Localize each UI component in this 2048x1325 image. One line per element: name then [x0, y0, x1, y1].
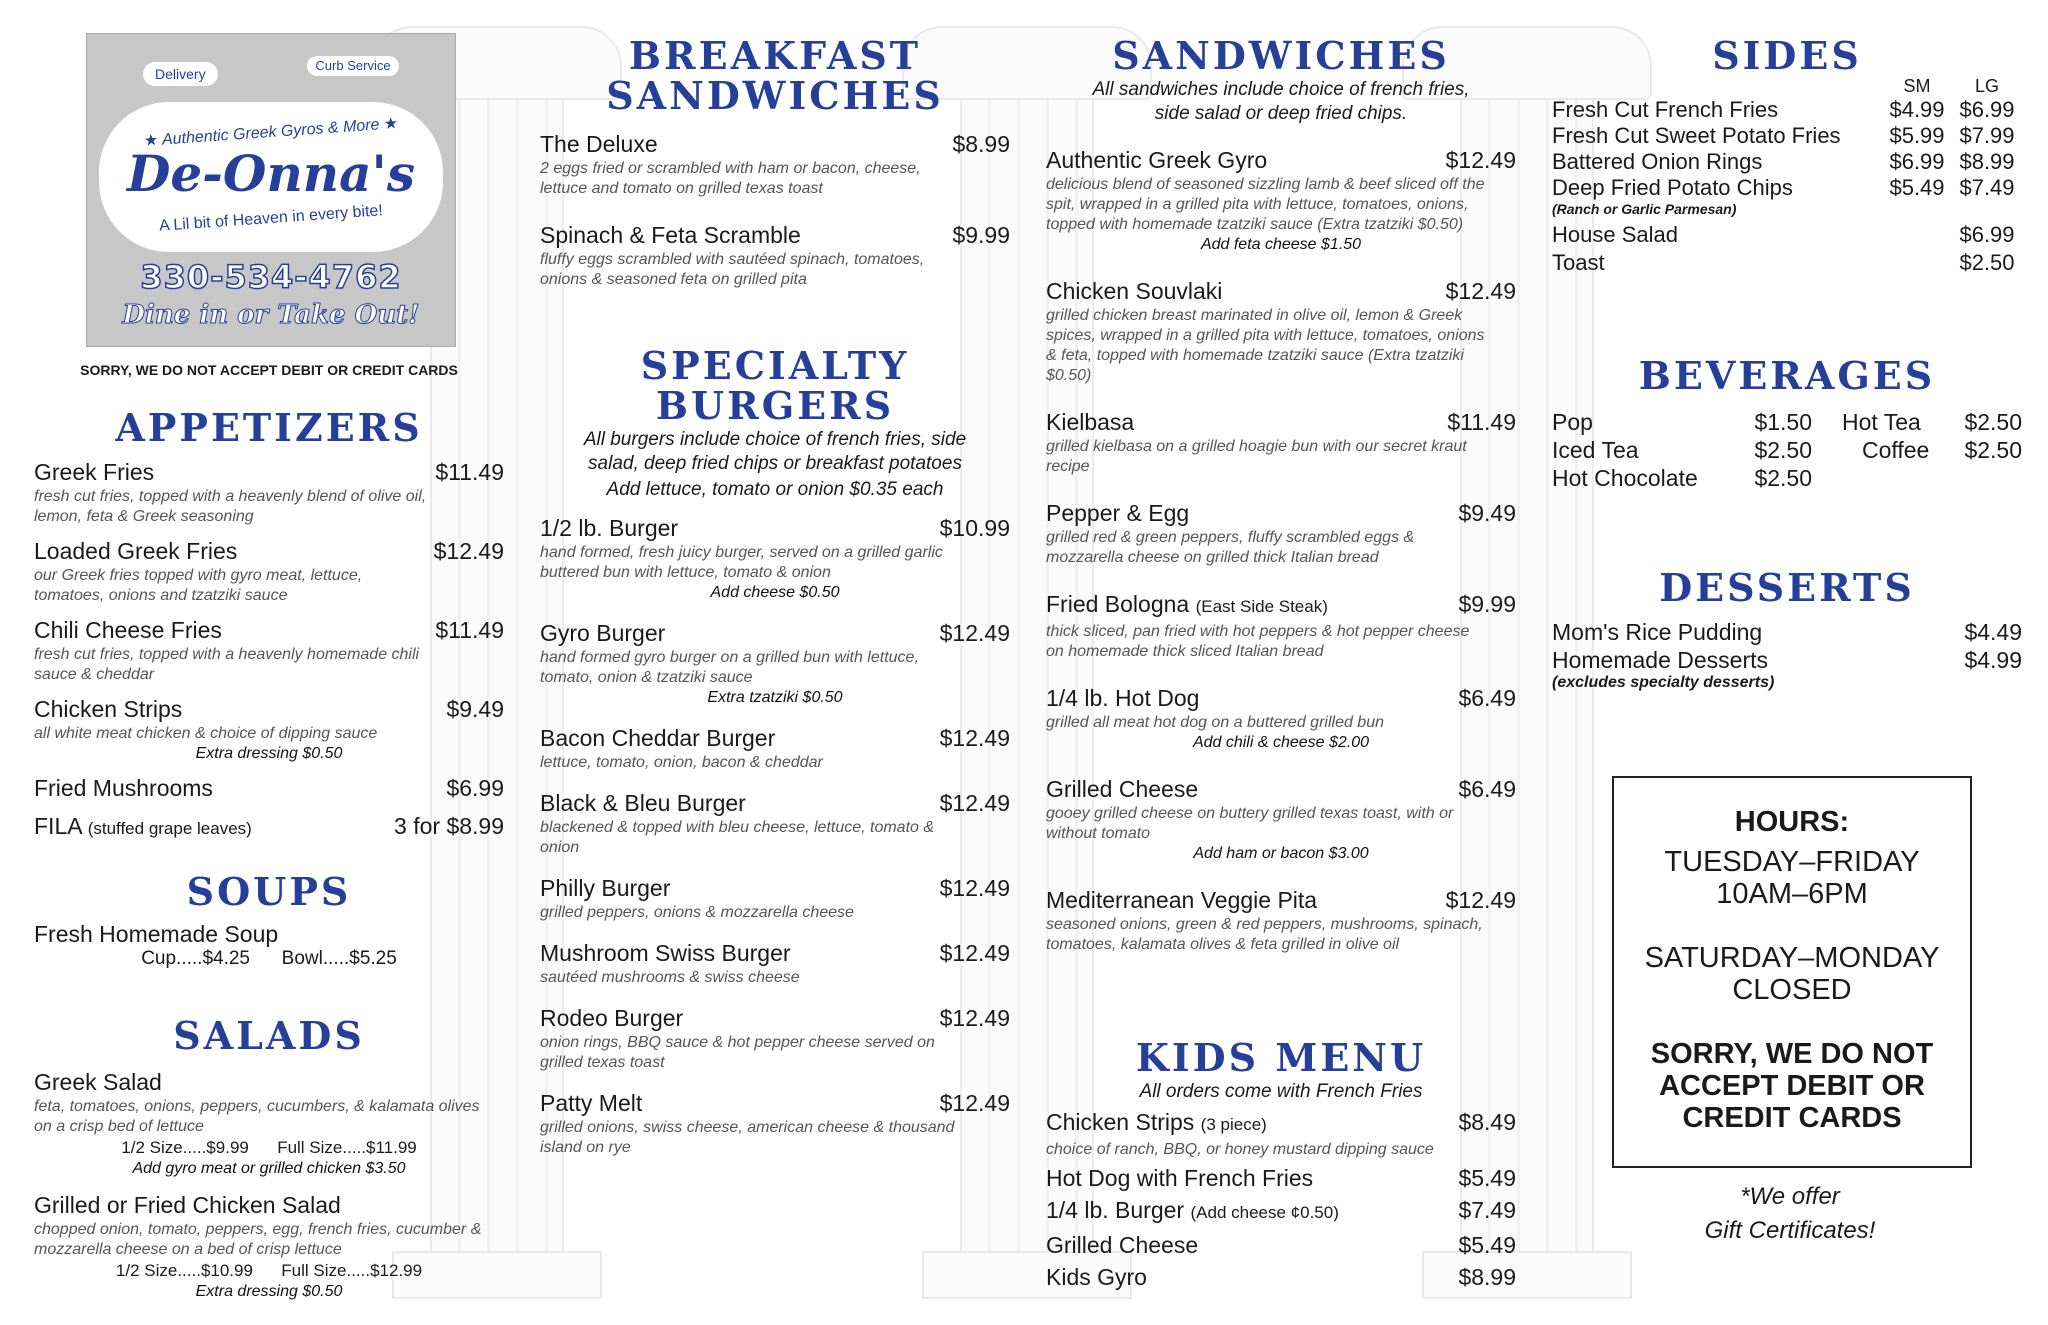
menu-item-name [1046, 1263, 1147, 1291]
menu-item-description: 2 eggs fried or scrambled with ham or bacon, cheese, lettuce and tomato on grilled texas toast [540, 160, 921, 197]
side-item [1552, 97, 2022, 123]
menu-item [540, 514, 1010, 603]
menu-item-name [1046, 499, 1189, 527]
menu-item-name-note: (3 piece) [1200, 1115, 1267, 1134]
side-name: Toast [1552, 250, 1605, 275]
side-item [1552, 175, 2022, 201]
menu-item-row [540, 1089, 1010, 1117]
menu-item-description: fresh cut fries, topped with a heavenly homemade chili sauce & cheddar [34, 646, 420, 683]
beverage-name: Hot Tea [1842, 409, 1921, 435]
desserts-section [1552, 565, 2022, 692]
hours-days-open: TUESDAY–FRIDAY [1664, 846, 1920, 878]
menu-item-name [1046, 590, 1328, 621]
menu-item-name-text: Chicken Strips [1046, 1109, 1195, 1135]
menu-item [1046, 499, 1516, 568]
menu-item-name [540, 130, 658, 158]
side-price-lg: $8.99 [1959, 149, 2015, 174]
soup-item [34, 920, 504, 948]
beverage-price: $2.50 [1754, 437, 1812, 463]
side-name: Battered Onion Rings [1552, 149, 1763, 174]
burgers-addon-note: Add lettuce, tomato or onion $0.35 each [606, 479, 944, 500]
menu-item-name [540, 221, 801, 249]
menu-item-row [1046, 775, 1516, 803]
menu-item-name [540, 514, 678, 542]
breakfast-heading-line2: SANDWICHES [606, 73, 944, 118]
side-price-lg: $7.99 [1959, 123, 2015, 148]
menu-item-description: grilled red & green peppers, fluffy scrambled eggs & mozzarella cheese on grilled thick Italian bread [1046, 529, 1415, 566]
menu-item-row [34, 537, 504, 565]
menu-item-price: $8.99 [952, 131, 1010, 157]
menu-item-price: $12.49 [939, 790, 1010, 816]
menu-item-price: $9.99 [1458, 591, 1516, 617]
menu-item [34, 458, 504, 527]
dessert-name: Mom's Rice Pudding [1552, 619, 1763, 645]
menu-item-name [540, 724, 775, 752]
menu-item-description: sautéed mushrooms & swiss cheese [540, 969, 800, 986]
side-single-item [1552, 221, 2022, 249]
dessert-item [1552, 618, 2022, 646]
menu-item-name-text: Fried Mushrooms [34, 775, 213, 801]
beverage-price: $2.50 [1964, 409, 2022, 435]
menu-item-name-text: Bacon Cheddar Burger [540, 725, 776, 751]
logo-panel [86, 33, 456, 347]
menu-item-name-text: Chili Cheese Fries [34, 617, 222, 643]
menu-item-row [540, 130, 1010, 158]
menu-item-row [1046, 1231, 1516, 1259]
menu-item-name-text: Kids Gyro [1046, 1264, 1147, 1290]
hours-label: HOURS: [1734, 806, 1850, 838]
menu-item-name-text: Authentic Greek Gyro [1046, 147, 1268, 173]
beverage-price: $1.50 [1754, 409, 1812, 435]
menu-item-description: fresh cut fries, topped with a heavenly blend of olive oil, lemon, feta & Greek seasoning [34, 488, 427, 525]
menu-item [1046, 1164, 1516, 1192]
soup-name: Fresh Homemade Soup [34, 921, 279, 947]
soups-section [34, 869, 504, 970]
menu-item-row [1046, 590, 1516, 621]
soup-sizes: Cup.....$4.25 Bowl.....$5.25 [141, 948, 397, 969]
salads-section [34, 1013, 504, 1302]
menu-item-extra: Extra dressing $0.50 [195, 745, 343, 762]
logo-tagline: ★ Authentic Greek Gyros & More ★ [143, 115, 399, 150]
menu-item-price: $12.49 [433, 538, 504, 564]
payment-notice: SORRY, WE DO NOT ACCEPT DEBIT OR CREDIT CARDS [80, 362, 458, 378]
menu-item-extra: Add gyro meat or grilled chicken $3.50 [132, 1160, 406, 1177]
menu-item-name [34, 537, 237, 565]
menu-item-extra: Extra tzatziki $0.50 [707, 689, 843, 706]
menu-item-name-text: Kielbasa [1046, 409, 1135, 435]
menu-item-sizes: 1/2 Size.....$9.99 Full Size.....$11.99 [121, 1138, 417, 1157]
menu-item-name-text: 1/2 lb. Burger [540, 515, 679, 541]
menu-item-price: $12.49 [939, 725, 1010, 751]
sides-col-lg: LG [1974, 76, 1999, 96]
breakfast-heading-line1: BREAKFAST [628, 33, 922, 78]
curb-service-badge: Curb Service [307, 56, 399, 76]
menu-item-name [1046, 1231, 1198, 1259]
hours-closed: CLOSED [1732, 974, 1852, 1006]
menu-item-name [1046, 886, 1317, 914]
menu-item-row [540, 221, 1010, 249]
menu-item-name-text: Gyro Burger [540, 620, 666, 646]
burgers-heading: SPECIALTY BURGERS [640, 343, 910, 428]
menu-item-description: grilled onions, swiss cheese, american cheese & thousand island on rye [540, 1119, 955, 1156]
menu-item-name-text: Hot Dog with French Fries [1046, 1165, 1314, 1191]
beverage-price: $2.50 [1964, 437, 2022, 463]
menu-item-price: $12.49 [939, 1005, 1010, 1031]
menu-item [1046, 1263, 1516, 1291]
menu-item-price: $12.49 [1445, 147, 1516, 173]
menu-item-price: $11.49 [1447, 409, 1516, 435]
menu-item-name [34, 1068, 162, 1096]
menu-item-name [34, 695, 182, 723]
menu-item-row [34, 1068, 504, 1096]
beverage-item [1842, 436, 2022, 464]
menu-item-price: $11.49 [435, 459, 504, 485]
menu-item [540, 724, 1010, 773]
menu-item-description: grilled peppers, onions & mozzarella cheese [540, 904, 854, 921]
menu-item [34, 774, 504, 802]
dessert-note: (excludes specialty desserts) [1552, 674, 1775, 691]
menu-item-price: $8.49 [1458, 1109, 1516, 1135]
menu-item-row [1046, 146, 1516, 174]
menu-item-name-text: Grilled Cheese [1046, 776, 1199, 802]
beverages-grid [1552, 408, 2022, 494]
dessert-price: $4.99 [1964, 647, 2022, 673]
menu-item-name [1046, 1196, 1339, 1227]
menu-item-name-note: (Add cheese ¢0.50) [1190, 1203, 1339, 1222]
menu-item [540, 1004, 1010, 1073]
menu-item-name-text: Chicken Strips [34, 696, 183, 722]
beverage-price: $2.50 [1754, 465, 1812, 491]
side-price-sm: $4.99 [1889, 97, 1945, 122]
menu-item-name-text: Mushroom Swiss Burger [540, 940, 791, 966]
menu-item [540, 789, 1010, 858]
gift-certificates-note [1612, 1180, 1968, 1248]
menu-item-row [540, 939, 1010, 967]
menu-item [34, 537, 504, 606]
side-price: $6.99 [1959, 222, 2015, 247]
side-item [1552, 123, 2022, 149]
side-price-lg: $6.99 [1959, 97, 2015, 122]
kids-section [1046, 1035, 1516, 1291]
menu-item [34, 695, 504, 764]
menu-item-price: $6.99 [446, 775, 504, 801]
menu-item-row [34, 616, 504, 644]
logo-dine-in: Dine in or Take Out! [122, 300, 420, 330]
menu-item-row [540, 874, 1010, 902]
beverages-heading: BEVERAGES [1638, 353, 1936, 398]
menu-item-row [34, 695, 504, 723]
menu-item-name [34, 812, 252, 843]
menu-item-name [540, 1089, 642, 1117]
hours-days-closed: SATURDAY–MONDAY [1644, 942, 1940, 974]
beverages-section [1552, 353, 2022, 494]
menu-item [1046, 775, 1516, 864]
menu-item-name [1046, 1108, 1267, 1139]
menu-item-extra: Add cheese $0.50 [710, 584, 840, 601]
menu-item-price: $6.49 [1458, 685, 1516, 711]
logo-phone: 330-534-4762 [140, 258, 402, 296]
side-note: (Ranch or Garlic Parmesan) [1552, 201, 1737, 217]
side-prices [1882, 149, 2022, 175]
burgers-subtitle: All burgers include choice of french fries, side salad, deep fried chips or breakfast potatoes [583, 429, 967, 474]
menu-item-name-text: The Deluxe [540, 131, 658, 157]
side-name: Fresh Cut French Fries [1552, 97, 1779, 122]
menu-item-description: seasoned onions, green & red peppers, mushrooms, spinach, tomatoes, kalamata olives & feta grilled in olive oil [1046, 916, 1483, 953]
menu-item-row [1046, 499, 1516, 527]
menu-item [1046, 146, 1516, 255]
menu-item-price: $12.49 [1445, 278, 1516, 304]
beverage-item [1552, 436, 1812, 464]
menu-item-price: $9.49 [446, 696, 504, 722]
menu-item-description: lettuce, tomato, onion, bacon & cheddar [540, 754, 823, 771]
menu-item-row [1046, 277, 1516, 305]
menu-item-description: grilled kielbasa on a grilled hoagie bun with our secret kraut recipe [1046, 438, 1467, 475]
menu-item-name-text: Philly Burger [540, 875, 671, 901]
menu-item-price: $11.49 [435, 617, 504, 643]
menu-item-row [1046, 1263, 1516, 1291]
menu-item-row [1046, 1196, 1516, 1227]
menu-item [1046, 590, 1516, 662]
menu-item-price: $9.99 [952, 222, 1010, 248]
sandwiches-heading: SANDWICHES [1112, 33, 1450, 78]
sides-size-headers [1552, 76, 2022, 97]
beverage-name: Iced Tea [1552, 437, 1639, 463]
menu-item-name-text: Greek Salad [34, 1069, 162, 1095]
menu-item-name-text: Loaded Greek Fries [34, 538, 238, 564]
side-name: House Salad [1552, 222, 1678, 247]
menu-item-name-text: Pepper & Egg [1046, 500, 1190, 526]
menu-item-name-text: Mediterranean Veggie Pita [1046, 887, 1318, 913]
menu-item [540, 130, 1010, 199]
menu-item-name-text: Spinach & Feta Scramble [540, 222, 801, 248]
menu-item-price: $12.49 [939, 620, 1010, 646]
menu-item [34, 616, 504, 685]
menu-item-price: $9.49 [1458, 500, 1516, 526]
sandwiches-section [1046, 33, 1516, 955]
hours-box [1612, 776, 1972, 1168]
side-item [1552, 149, 2022, 175]
menu-item-name-text: Grilled or Fried Chicken Salad [34, 1192, 341, 1218]
burgers-section [540, 343, 1010, 1158]
menu-item-name [1046, 775, 1198, 803]
beverage-name: Hot Chocolate [1552, 465, 1698, 491]
beverage-name: Pop [1552, 409, 1593, 435]
sides-col-sm: SM [1903, 76, 1931, 96]
dessert-item [1552, 646, 2022, 674]
menu-item [540, 1089, 1010, 1158]
side-prices [1882, 175, 2022, 201]
logo-slogan: A Lil bit of Heaven in every bite! [158, 202, 384, 235]
menu-item-name-note: (stuffed grape leaves) [87, 819, 252, 838]
menu-item-row [34, 1191, 504, 1219]
menu-item-price: $5.49 [1458, 1232, 1516, 1258]
menu-item-name [540, 874, 670, 902]
side-prices [1882, 97, 2022, 123]
menu-item-name [1046, 1164, 1313, 1192]
side-price-sm: $5.99 [1889, 123, 1945, 148]
menu-item-description: hand formed gyro burger on a grilled bun with lettuce, tomato, onion & tzatziki sauce [540, 649, 919, 686]
menu-item-name-text: Fried Bologna [1046, 591, 1190, 617]
menu-item-row [1046, 886, 1516, 914]
menu-item-price: $10.99 [939, 515, 1010, 541]
dessert-price: $4.49 [1964, 619, 2022, 645]
menu-item-name-text: Chicken Souvlaki [1046, 278, 1223, 304]
sides-heading: SIDES [1712, 33, 1862, 78]
hours-time: 10AM–6PM [1716, 878, 1868, 910]
menu-item-name [540, 1004, 683, 1032]
menu-item-price: $12.49 [1445, 887, 1516, 913]
menu-item-price: $6.49 [1458, 776, 1516, 802]
dessert-name: Homemade Desserts [1552, 647, 1769, 673]
menu-item-description: thick sliced, pan fried with hot peppers & hot pepper cheese on homemade thick sliced Italian bread [1046, 623, 1470, 660]
menu-item-price: $12.49 [939, 875, 1010, 901]
beverage-item [1552, 464, 1812, 492]
menu-item [1046, 1108, 1516, 1160]
menu-item-name-text: Greek Fries [34, 459, 155, 485]
side-name: Fresh Cut Sweet Potato Fries [1552, 123, 1841, 148]
menu-item-name [1046, 408, 1134, 436]
menu-item-name [34, 1191, 341, 1219]
appetizers-section [34, 405, 504, 843]
menu-item-name [34, 774, 213, 802]
menu-item-name [1046, 277, 1222, 305]
gift-line-1: *We offer [1740, 1183, 1840, 1210]
beverage-item [1552, 408, 1812, 436]
menu-item-description: onion rings, BBQ sauce & hot pepper cheese served on grilled texas toast [540, 1034, 935, 1071]
menu-item-name-text: 1/4 lb. Burger [1046, 1197, 1185, 1223]
menu-item-name [34, 458, 154, 486]
menu-item-name [1046, 146, 1267, 174]
menu-item-name-text: Rodeo Burger [540, 1005, 684, 1031]
delivery-badge: Delivery [143, 62, 218, 86]
menu-item-name [540, 939, 791, 967]
menu-item-row [34, 812, 504, 843]
breakfast-section [540, 33, 1010, 290]
appetizers-heading: APPETIZERS [115, 405, 423, 450]
sandwiches-subtitle: All sandwiches include choice of french fries, side salad or deep fried chips. [1092, 79, 1470, 124]
menu-item-row [540, 789, 1010, 817]
side-price: $2.50 [1959, 250, 2015, 275]
salads-heading: SALADS [173, 1013, 365, 1058]
menu-item-name [34, 616, 222, 644]
menu-item [1046, 684, 1516, 753]
side-price-lg: $7.49 [1959, 175, 2015, 200]
menu-item-description: delicious blend of seasoned sizzling lamb & beef sliced off the spit, wrapped in a grilled pita with lettuce, tomatoes, onions, topped with homemade tzatziki sauce (Extra tzatziki $0.50) [1046, 176, 1485, 233]
sides-section [1552, 33, 2022, 277]
side-price-sm: $5.49 [1889, 175, 1945, 200]
menu-item-row [1046, 684, 1516, 712]
menu-item-extra: Extra dressing $0.50 [195, 1283, 343, 1300]
menu-item [540, 619, 1010, 708]
menu-item-row [1046, 408, 1516, 436]
kids-subtitle: All orders come with French Fries [1139, 1081, 1423, 1102]
menu-item-price: $5.49 [1458, 1165, 1516, 1191]
menu-item-name [540, 619, 665, 647]
menu-item [1046, 408, 1516, 477]
menu-item [34, 812, 504, 843]
menu-item-row [1046, 1108, 1516, 1139]
kids-heading: KIDS MENU [1135, 1035, 1427, 1080]
menu-item-name-text: Patty Melt [540, 1090, 643, 1116]
menu-item-row [34, 458, 504, 486]
hours-card-notice-3: CREDIT CARDS [1682, 1102, 1902, 1134]
menu-item-row [1046, 1164, 1516, 1192]
menu-item-extra: Add ham or bacon $3.00 [1193, 845, 1369, 862]
menu-item-name-note: (East Side Steak) [1195, 597, 1328, 616]
menu-item-description: hand formed, fresh juicy burger, served on a grilled garlic buttered bun with lettuce, tomato & onion [540, 544, 943, 581]
menu-item [1046, 277, 1516, 386]
menu-item [1046, 1231, 1516, 1259]
menu-item-price: $8.99 [1458, 1264, 1516, 1290]
hours-card-notice-2: ACCEPT DEBIT OR [1659, 1070, 1925, 1102]
menu-item-description: grilled chicken breast marinated in olive oil, lemon & Greek spices, wrapped in a grilled pita with lettuce, tomatoes, onions & feta, topped with homemade tzatziki sauce (Extra tzatziki $0.50) [1046, 307, 1485, 384]
menu-item-extra: Add feta cheese $1.50 [1200, 236, 1362, 253]
menu-item-name [1046, 684, 1199, 712]
menu-item [540, 874, 1010, 923]
menu-item-row [540, 514, 1010, 542]
menu-item [540, 221, 1010, 290]
menu-item-description: choice of ranch, BBQ, or honey mustard dipping sauce [1046, 1141, 1434, 1158]
menu-item-row [34, 774, 504, 802]
menu-item-description: our Greek fries topped with gyro meat, lettuce, tomatoes, onions and tzatziki sauce [34, 567, 363, 604]
menu-item [34, 1191, 504, 1302]
menu-item-price: 3 for $8.99 [394, 813, 504, 839]
side-single-item [1552, 249, 2022, 277]
beverage-item [1842, 408, 2022, 436]
menu-item-description: blackened & topped with bleu cheese, lettuce, tomato & onion [540, 819, 935, 856]
menu-item-description: fluffy eggs scrambled with sautéed spinach, tomatoes, onions & seasoned feta on grilled pita [540, 251, 925, 288]
menu-item-sizes: 1/2 Size.....$10.99 Full Size.....$12.99 [115, 1261, 423, 1280]
menu-item-description: gooey grilled cheese on buttery grilled texas toast, with or without tomato [1046, 805, 1454, 842]
side-name: Deep Fried Potato Chips [1552, 175, 1793, 200]
menu-item-row [540, 619, 1010, 647]
menu-item [1046, 1196, 1516, 1227]
menu-item-name-text: Black & Bleu Burger [540, 790, 746, 816]
menu-item-row [540, 724, 1010, 752]
soups-heading: SOUPS [186, 869, 352, 914]
menu-item-price: $7.49 [1458, 1197, 1516, 1223]
menu-item [1046, 886, 1516, 955]
hours-card-notice-1: SORRY, WE DO NOT [1650, 1038, 1934, 1070]
side-prices [1882, 123, 2022, 149]
menu-item-description: chopped onion, tomato, peppers, egg, french fries, cucumber & mozzarella cheese on a bed of crisp lettuce [34, 1221, 482, 1258]
menu-item-row [540, 1004, 1010, 1032]
side-price-sm: $6.99 [1889, 149, 1945, 174]
menu-item-description: all white meat chicken & choice of dipping sauce [34, 725, 378, 742]
gift-line-2: Gift Certificates! [1704, 1217, 1876, 1244]
menu-item [34, 1068, 504, 1179]
menu-item-name-text: Grilled Cheese [1046, 1232, 1199, 1258]
menu-item-price: $12.49 [939, 940, 1010, 966]
menu-item [540, 939, 1010, 988]
menu-item-name-text: FILA [34, 813, 82, 839]
menu-item-description: grilled all meat hot dog on a buttered grilled bun [1046, 714, 1384, 731]
logo-name: De-Onna's [126, 144, 416, 203]
beverage-name: Coffee [1862, 437, 1930, 463]
menu-item-price: $12.49 [939, 1090, 1010, 1116]
menu-item-extra: Add chili & cheese $2.00 [1192, 734, 1370, 751]
menu-item-name [540, 789, 746, 817]
menu-item-name-text: 1/4 lb. Hot Dog [1046, 685, 1200, 711]
menu-item-description: feta, tomatoes, onions, peppers, cucumbers, & kalamata olives on a crisp bed of lettuce [34, 1098, 480, 1135]
desserts-heading: DESSERTS [1659, 565, 1915, 610]
